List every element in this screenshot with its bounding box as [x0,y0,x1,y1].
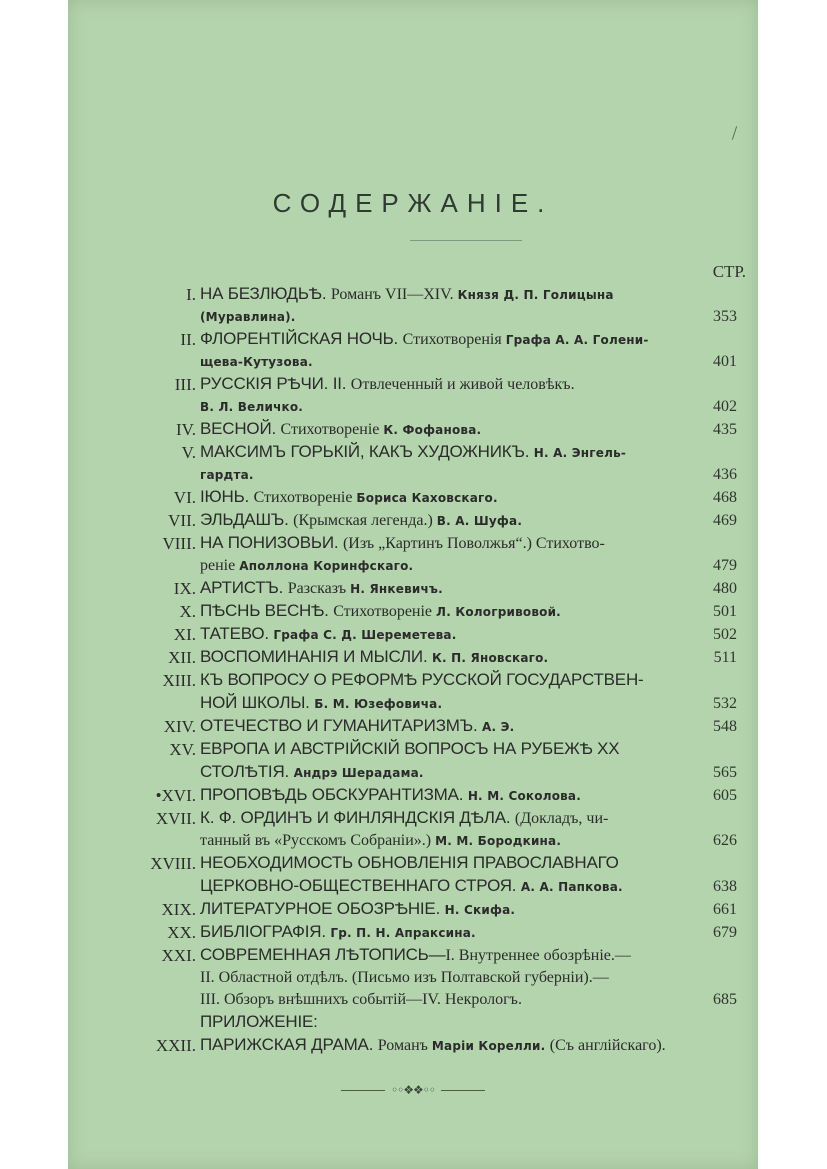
entry-text [200,396,678,418]
toc-entry [68,532,758,555]
entry-description: Стихотвореніе [280,421,384,438]
toc-entry [68,898,758,921]
entry-title: НА ПОНИЗОВЬИ. [200,533,343,552]
entry-title: СТОЛѢТІЯ. [200,762,294,781]
entry-author: М. М. Бородкина. [435,834,562,848]
entry-title: ПѢСНЬ ВЕСНѢ. [200,601,334,620]
entry-description: Стихотворенія [402,331,506,348]
entry-description: Разсказъ [287,580,351,597]
entry-author: Б. М. Юзефовича. [314,697,443,711]
ornament-line-right [441,1090,485,1091]
toc-entry-continuation [68,464,758,486]
entry-author: К. П. Яновскаго. [432,651,549,665]
toc-entry-continuation [68,830,758,852]
entry-author: Графа С. Д. Шереметева. [273,628,457,642]
entry-number: VII. [168,511,196,530]
entry-author: К. Фофанова. [383,423,482,437]
pencil-mark [732,126,737,140]
page-title: СОДЕРЖАНІЕ. [272,188,554,218]
entry-description: Стихотвореніе [253,489,357,506]
entry-text [200,669,678,692]
entry-page-number: 626 [713,832,737,849]
entry-number: XI. [173,625,196,644]
page-column-header: СТР. [712,262,746,281]
entry-text [200,921,678,944]
entry-number: VI. [173,488,196,507]
entry-title: ПАРИЖСКАЯ ДРАМА. [200,1035,378,1054]
toc-entry [68,784,758,807]
entry-number: XVIII. [150,854,196,873]
entry-author: Графа А. А. Голени- [505,333,649,347]
toc-entry-continuation [68,351,758,373]
entry-page-number: 511 [713,649,737,666]
entry-number: XVII. [155,809,196,828]
entry-text [200,600,678,623]
entry-title: ВОСПОМИНАНІЯ И МЫСЛИ. [200,647,432,666]
entry-description: (Докладъ, чи- [514,810,609,827]
entry-text [200,807,678,830]
entry-title: МАКСИМЪ ГОРЬКІЙ, КАКЪ ХУДОЖНИКЪ. [200,442,534,461]
toc-entry [68,577,758,600]
entry-page-number: 401 [713,353,737,370]
entry-text [200,373,678,396]
entry-title: НА БЕЗЛЮДЬѢ. [200,284,331,303]
entry-page-number: 661 [713,901,737,918]
entry-number: I. [186,285,196,304]
entry-text [200,761,678,784]
entry-number: IX. [173,579,196,598]
entry-text [200,944,678,967]
entry-title: ЕВРОПА И АВСТРІЙСКІЙ ВОПРОСЪ НА РУБЕЖѢ XX [200,739,620,758]
entry-author: Н. А. Энгель- [533,446,627,460]
entry-text [200,715,678,738]
entry-description: Романъ [377,1037,432,1054]
end-ornament [68,1083,758,1097]
journal-page [68,0,758,1169]
toc-entry-continuation [68,306,758,328]
toc-entry [68,600,758,623]
toc-entry-continuation [68,692,758,715]
toc-entry-continuation [68,875,758,898]
entry-page-number: 480 [713,580,737,597]
entry-title: ПРОПОВѢДЬ ОБСКУРАНТИЗМА. [200,785,468,804]
entry-text [200,898,678,921]
entry-description: Романъ VII—XIV. [330,286,458,303]
toc-entry [68,486,758,509]
entry-title: ЭЛЬДАШЪ. [200,510,294,529]
entry-text [200,328,678,351]
entry-number: II. [180,330,196,349]
entry-text [200,486,678,509]
entry-number: XXII. [155,1036,196,1055]
toc-entry [68,646,758,669]
entry-page-number: 436 [713,466,737,483]
entry-description: Отвлеченный и живой человѣкъ. [350,376,575,393]
entry-author: В. А. Шуфа. [436,514,523,528]
entry-description: III. Обзоръ внѣшнихъ событій—IV. Некрологъ. [200,991,522,1008]
entry-title: НОЙ ШКОЛЫ. [200,693,315,712]
toc-entry-continuation [68,396,758,418]
ornament-glyph: ◦◦❖❖◦◦ [391,1083,435,1097]
entry-description: (Изъ „Картинъ Поволжья“.) Стихотво- [342,535,605,552]
entry-page-number: 469 [713,512,737,529]
entry-text [200,1034,678,1057]
entry-description: II. Областной отдѣлъ. (Письмо изъ Полтавской губерніи).— [200,969,609,986]
entry-title: СОВРЕМЕННАЯ ЛѢТОПИСЬ— [200,945,446,964]
entry-description: (Крымская легенда.) [293,512,437,529]
entry-author: (Муравлина). [200,310,296,324]
table-of-contents [68,283,758,1057]
toc-entry-continuation [68,761,758,784]
entry-page-number: 685 [713,991,737,1008]
entry-number: XII. [168,648,196,667]
entry-author: Бориса Каховскаго. [356,491,498,505]
toc-entry [68,921,758,944]
entry-title: ВЕСНОЙ. [200,419,281,438]
entry-page-number: 548 [713,718,737,735]
entry-number: XXI. [161,946,196,965]
ornament-line-left [341,1090,385,1091]
entry-title: АРТИСТЪ. [200,578,288,597]
entry-author: Н. Янкевичъ. [350,582,443,596]
entry-title: КЪ ВОПРОСУ О РЕФОРМѢ РУССКОЙ ГОСУДАРСТВЕН- [200,670,644,689]
entry-text [200,351,678,373]
entry-number: XX. [167,923,196,942]
entry-title: НЕОБХОДИМОСТЬ ОБНОВЛЕНІЯ ПРАВОСЛАВНАГО [200,853,619,872]
entry-page-number: 679 [713,924,737,941]
toc-entry [68,328,758,351]
entry-page-number: 402 [713,398,737,415]
toc-entry-continuation [68,989,758,1011]
entry-text [200,418,678,441]
entry-page-number: 565 [713,764,737,781]
entry-author: Маріи Корелли. [431,1039,550,1053]
entry-text [200,623,678,646]
entry-author: В. Л. Величко. [200,400,304,414]
entry-title: К. Ф. ОРДИНЪ И ФИНЛЯНДСКІЯ ДѢЛА. [200,808,515,827]
entry-text [200,830,678,852]
entry-author: Л. Кологривовой. [436,605,561,619]
entry-page-number: 638 [713,878,737,895]
entry-page-number: 501 [713,603,737,620]
toc-entry-continuation [68,1011,758,1034]
entry-number: III. [174,375,196,394]
entry-text [200,306,678,328]
entry-text [200,852,678,875]
entry-text [200,738,678,761]
entry-text [200,1011,678,1034]
entry-title: ЦЕРКОВНО-ОБЩЕСТВЕННАГО СТРОЯ. [200,876,521,895]
entry-page-number: 502 [713,626,737,643]
entry-author: Аполлона Коринфскаго. [239,559,414,573]
entry-description: (Съ англійскаго). [549,1037,666,1054]
entry-author: гардта. [200,468,254,482]
entry-author: Гр. П. Н. Апраксина. [330,926,476,940]
toc-entry [68,852,758,875]
entry-title: ЛИТЕРАТУРНОЕ ОБОЗРѢНІЕ. [200,899,445,918]
entry-text [200,646,678,669]
entry-number: XV. [169,740,196,759]
entry-text [200,967,678,989]
toc-entry [68,418,758,441]
entry-page-number: 468 [713,489,737,506]
title-divider [410,240,522,241]
entry-page-number: 353 [713,308,737,325]
entry-number: XIX. [161,900,196,919]
entry-title: БИБЛІОГРАФІЯ. [200,922,331,941]
entry-author: щева-Кутузова. [200,355,313,369]
entry-page-number: 605 [713,787,737,804]
toc-entry [68,738,758,761]
toc-entry [68,1034,758,1057]
entry-description: реніе [200,557,240,574]
entry-number: XIII. [162,671,196,690]
entry-text [200,532,678,555]
entry-page-number: 435 [713,421,737,438]
entry-text [200,875,678,898]
entry-text [200,692,678,715]
toc-entry [68,715,758,738]
entry-text [200,577,678,600]
entry-number: XIV. [163,717,196,736]
entry-number: V. [181,443,196,462]
entry-page-number: 479 [713,557,737,574]
entry-number: •XVI. [155,786,196,805]
entry-text [200,509,678,532]
toc-entry-continuation [68,555,758,577]
entry-description: I. Внутреннее обозрѣніе.— [445,947,631,964]
entry-text [200,555,678,577]
entry-author: Князя Д. П. Голицына [457,288,614,302]
entry-text [200,441,678,464]
entry-author: Андрэ Шерадама. [293,766,424,780]
toc-entry [68,807,758,830]
toc-entry-continuation [68,967,758,989]
entry-page-number: 532 [713,695,737,712]
entry-title: ФЛОРЕНТІЙСКАЯ НОЧЬ. [200,329,403,348]
entry-author: А. А. Папкова. [520,880,623,894]
entry-description: танный въ «Русскомъ Собраніи».) [200,832,436,849]
entry-number: IV. [176,420,196,439]
toc-entry [68,373,758,396]
entry-title: ТАТЕВО. [200,624,274,643]
entry-title: ІЮНЬ. [200,487,254,506]
entry-author: Н. Скифа. [444,903,516,917]
entry-author: А. Э. [482,720,515,734]
entry-title: ОТЕЧЕСТВО И ГУМАНИТАРИЗМЪ. [200,716,483,735]
entry-title: ПРИЛОЖЕНІЕ: [200,1012,318,1031]
toc-entry [68,283,758,306]
entry-title: РУССКІЯ РѢЧИ. II. [200,374,351,393]
toc-entry [68,669,758,692]
toc-entry [68,944,758,967]
entry-author: Н. М. Соколова. [467,789,581,803]
entry-description: Стихотвореніе [333,603,437,620]
entry-text [200,464,678,486]
entry-number: VIII. [162,534,196,553]
entry-text [200,784,678,807]
entry-text [200,989,678,1011]
toc-entry [68,441,758,464]
toc-entry [68,509,758,532]
entry-text [200,283,678,306]
toc-entry [68,623,758,646]
entry-number: X. [179,602,196,621]
